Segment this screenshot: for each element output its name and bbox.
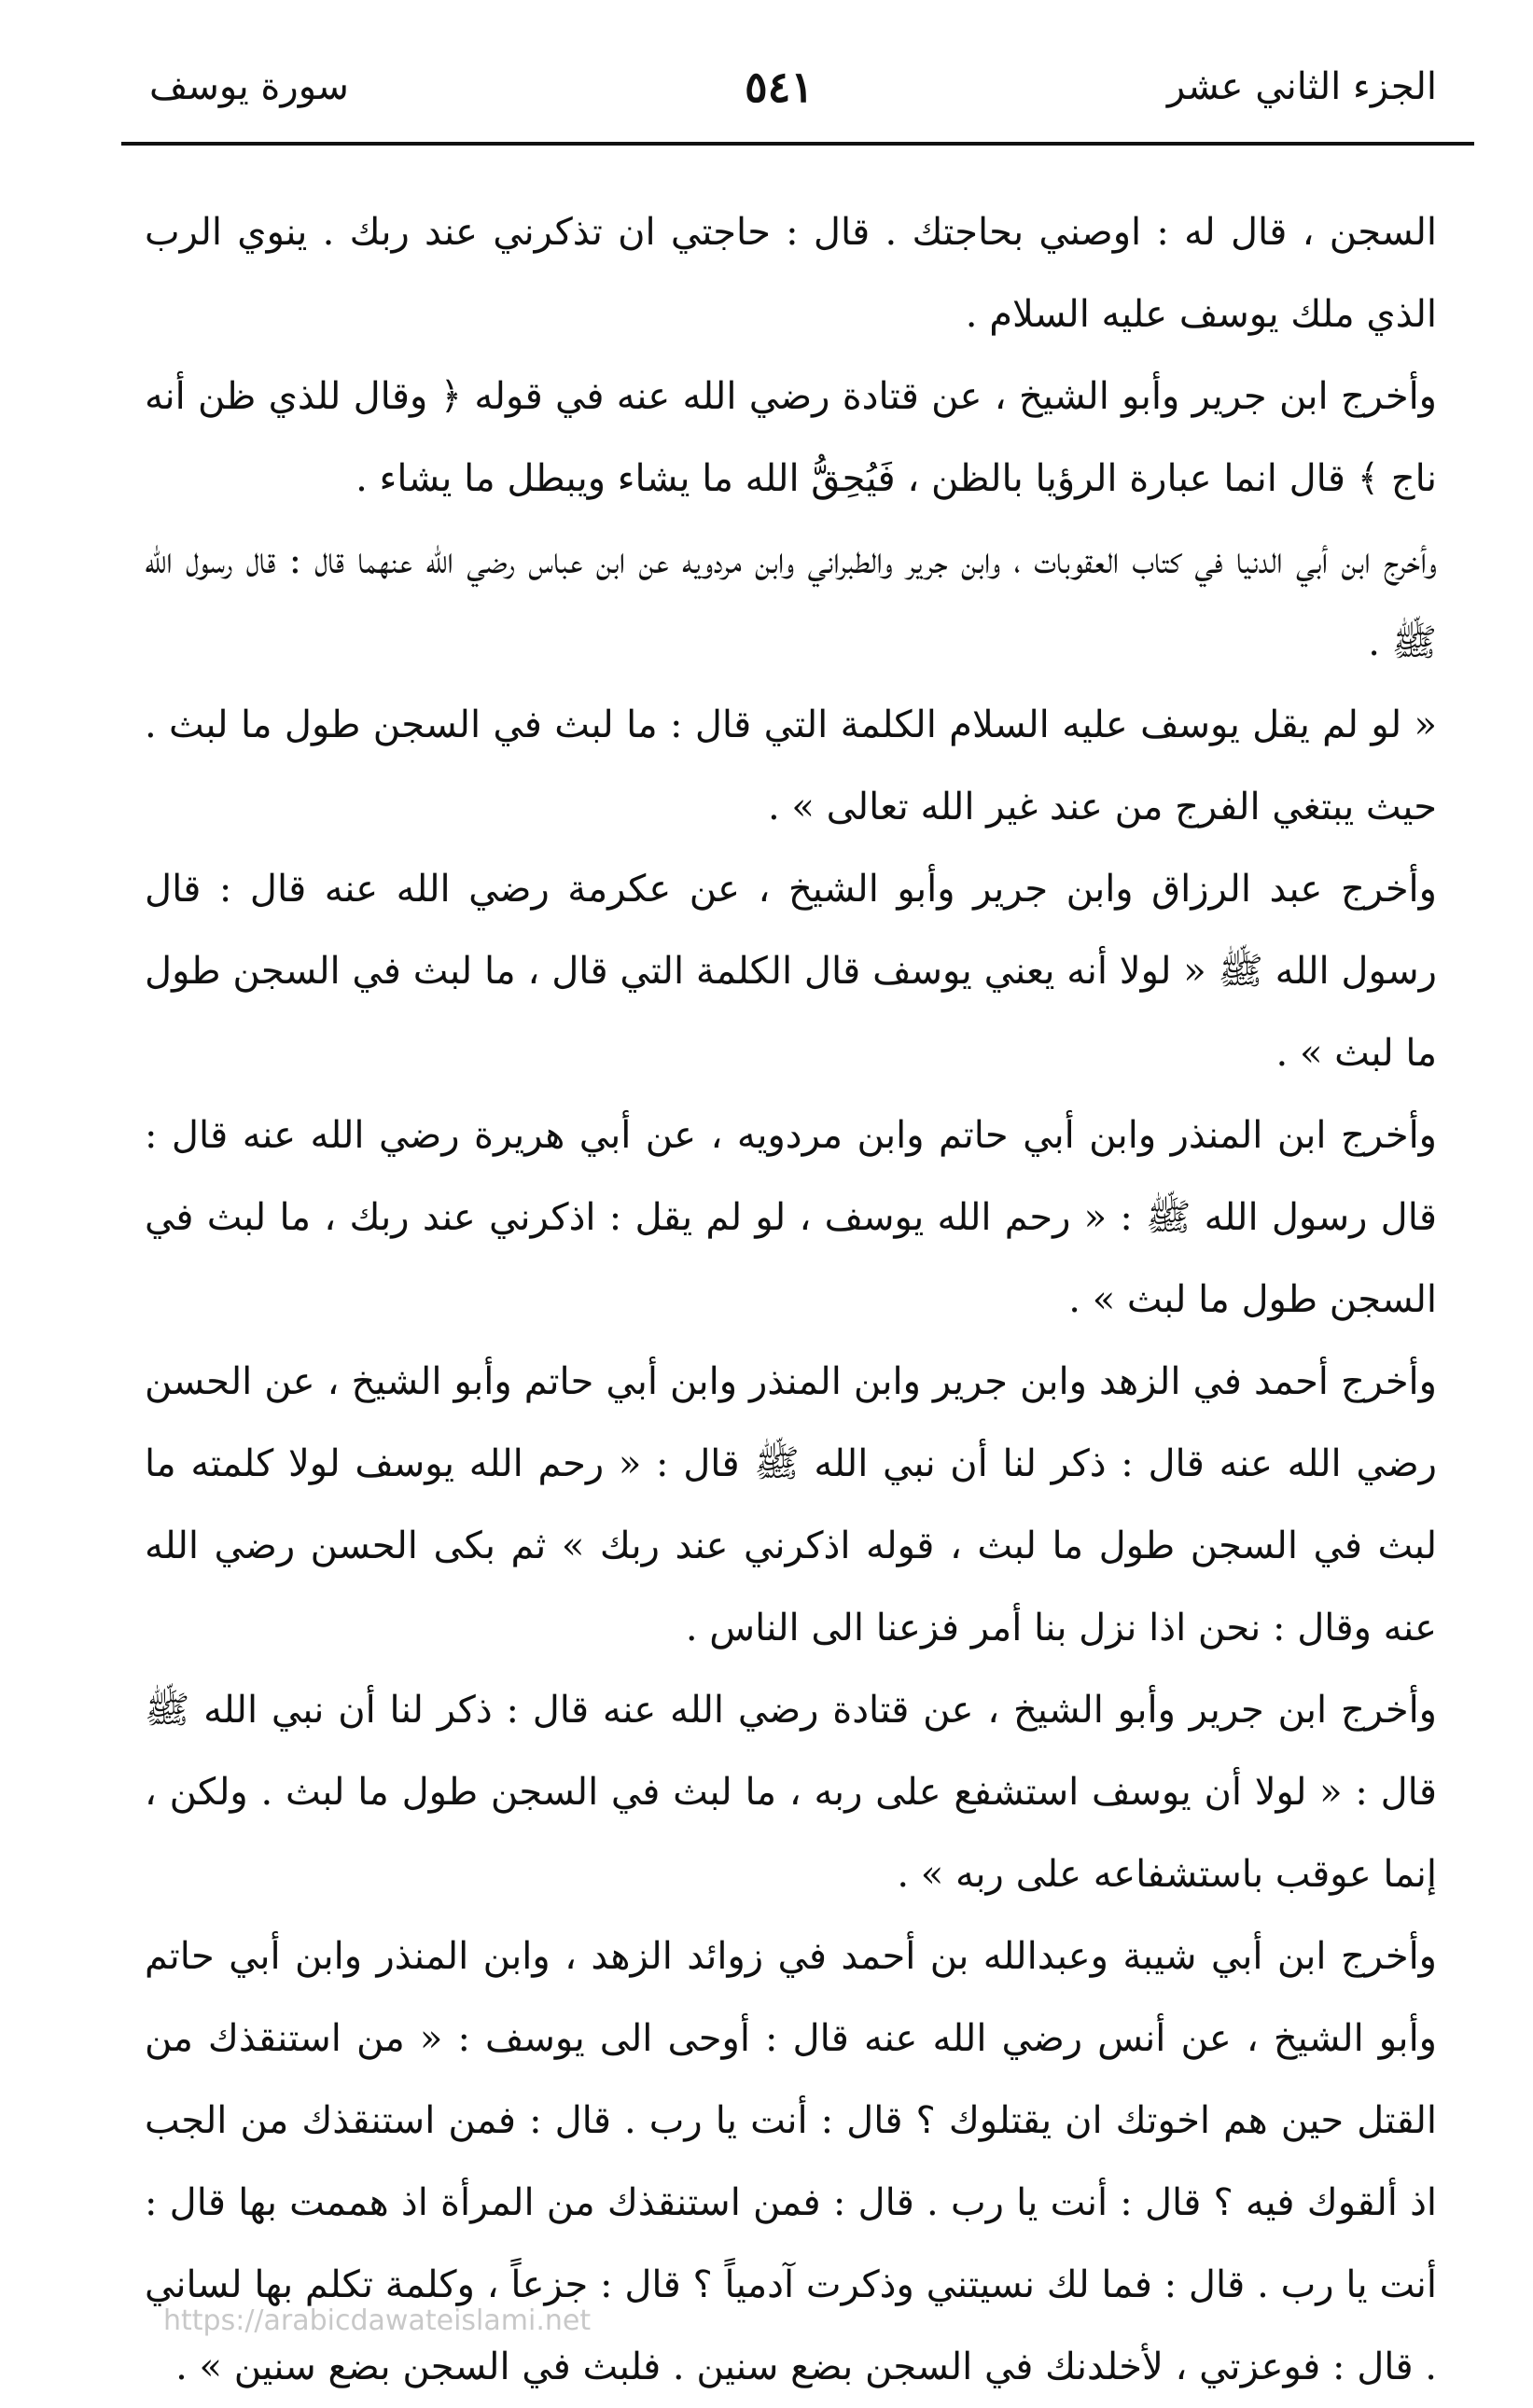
- header-divider: [121, 142, 1474, 146]
- body-text: [145, 191, 1437, 2408]
- paragraph: وأخرج أحمد في الزهد وابن جرير وابن المنذر وابن أبي حاتم وأبو الشيخ ، عن الحسن رضي الله عنه قال : ذكر لنا أن نبي الله ﷺ قال : « رحم الله يوسف لولا كلمته ما لبث في السجن طول ما لبث ، قوله اذكرني عند ربك » ثم بكى الحسن رضي الله عنه وقال : نحن اذا نزل بنا أمر فزعنا الى الناس .: [145, 1360, 1437, 1649]
- paragraph: وأخرج ابن جرير وأبو الشيخ ، عن قتادة رضي الله عنه في قوله ﴿ وقال للذي ظن أنه ناج ﴾ قال انما عبارة الرؤيا بالظن ، فَيُحِقُّ الله ما يشاء ويبطل ما يشاء .: [145, 375, 1437, 500]
- surah-title: سورة يوسف: [149, 65, 349, 108]
- paragraph: « لو لم يقل يوسف عليه السلام الكلمة التي قال : ما لبث في السجن طول ما لبث . حيث يبتغي الفرج من عند غير الله تعالى » .: [145, 703, 1438, 828]
- paragraph: وأخرج ابن أبي شيبة وعبدالله بن أحمد في زوائد الزهد ، وابن المنذر وابن أبي حاتم وأبو الشيخ ، عن أنس رضي الله عنه قال : أوحى الى يوسف : « من استنقذك من القتل حين هم اخوتك ان يقتلوك ؟ قال : أنت يا رب . قال : فمن استنقذك من الجب اذ ألقوك فيه ؟ قال : أنت يا رب . قال : فمن استنقذك من المرأة اذ هممت بها قال : أنت يا رب . قال : فما لك نسيتني وذكرت آدمياً ؟ قال : جزعاً ، وكلمة تكلم بها لساني . قال : فوعزتي ، لأخلدنك في السجن بضع سنين . فلبث في السجن بضع سنين » .: [145, 1935, 1437, 2388]
- paragraph: وأخرج ابن المنذر وابن أبي حاتم وابن مردويه ، عن أبي هريرة رضي الله عنه قال : قال رسول الله ﷺ : « رحم الله يوسف ، لو لم يقل : اذكرني عند ربك ، ما لبث في السجن طول ما لبث » .: [145, 1114, 1437, 1321]
- paragraph: وأخرج ابن جرير وأبو الشيخ ، عن قتادة رضي الله عنه قال : ذكر لنا أن نبي الله ﷺ قال : « لولا أن يوسف استشفع على ربه ، ما لبث في السجن طول ما لبث . ولكن ، إنما عوقب باستشفاعه على ربه » .: [145, 1689, 1437, 1896]
- part-title: الجزء الثاني عشر: [1166, 65, 1437, 108]
- page-number: ٥٤١: [744, 62, 815, 112]
- paragraph: السجن ، قال له : اوصني بحاجتك . قال : حاجتي ان تذكرني عند ربك . ينوي الرب الذي ملك يوسف عليه السلام .: [145, 211, 1437, 336]
- page-header: [121, 56, 1437, 131]
- paragraph: وأخرج عبد الرزاق وابن جرير وأبو الشيخ ، عن عكرمة رضي الله عنه قال : قال رسول الله ﷺ « لولا أنه يعني يوسف قال الكلمة التي قال ، ما لبث في السجن طول ما لبث » .: [145, 868, 1437, 1075]
- paragraph: وأخرج ابن أبي الدنيا في كتاب العقوبات ، وابن جرير والطبراني وابن مردويه عن ابن عباس رضي الله عنهما قال : قال رسول الله ﷺ .: [145, 539, 1437, 664]
- watermark: https://arabicdawateislami.net: [163, 2304, 592, 2337]
